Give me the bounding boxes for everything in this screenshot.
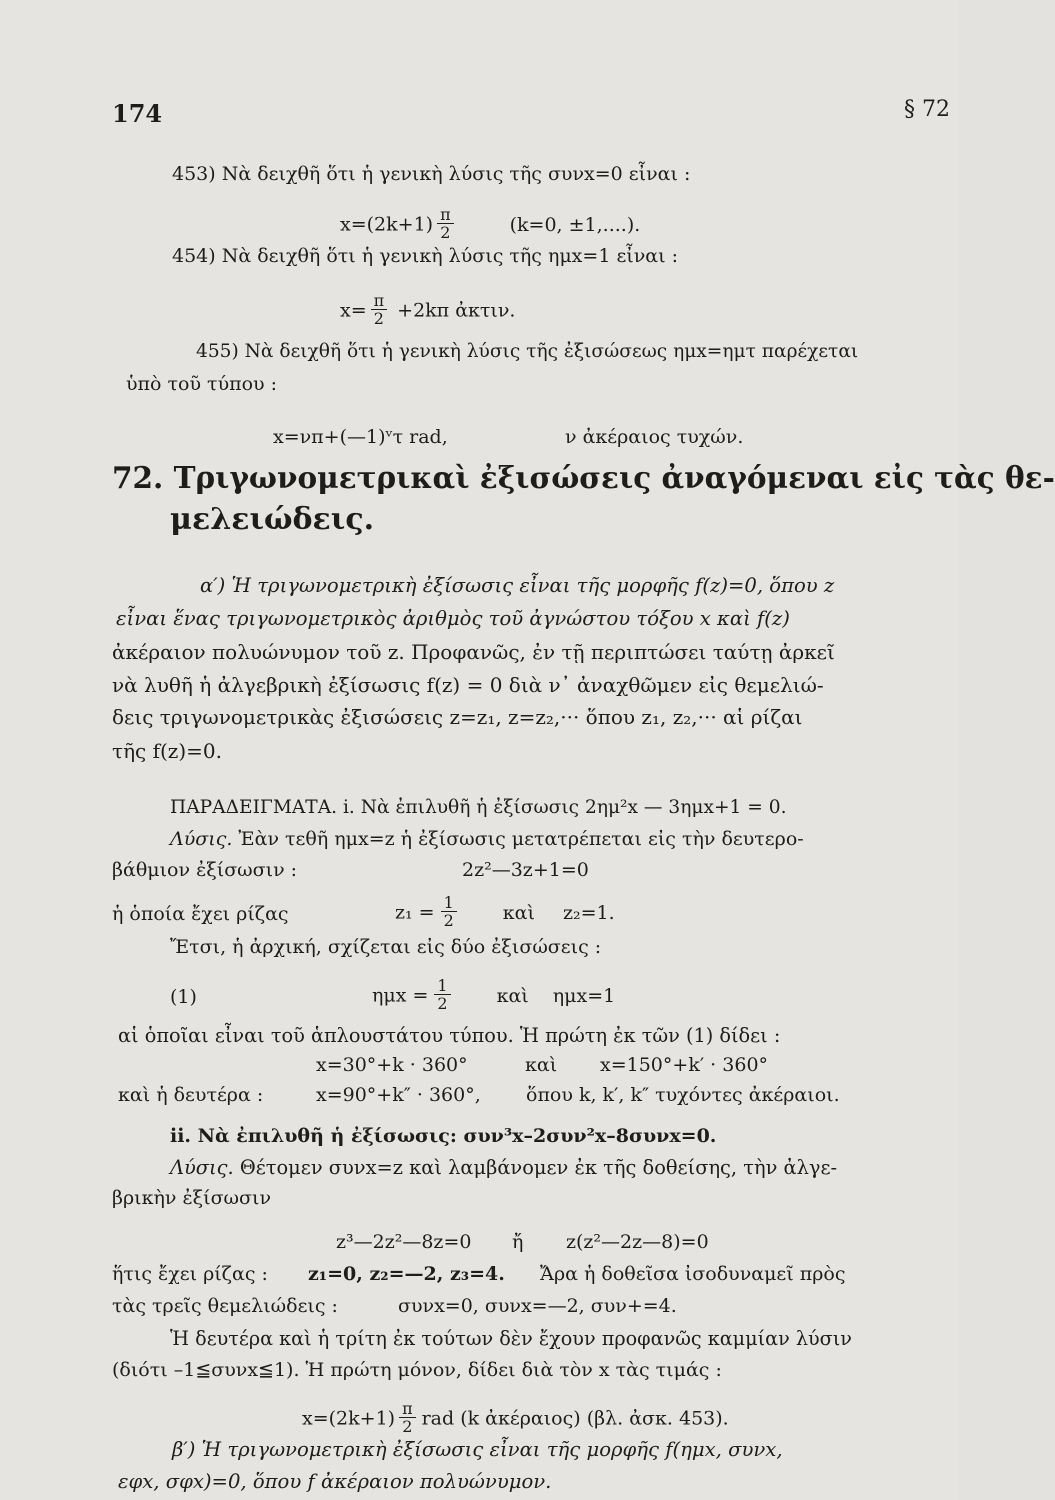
example-i-roots bbox=[395, 893, 615, 931]
solution-text: Ἐὰν τεθῆ ημx=z ἡ ἐξίσωσις μετατρέπεται εἰς τὴν δευτερο- bbox=[238, 828, 804, 850]
formula-part: x= bbox=[340, 299, 367, 322]
page-number: 174 bbox=[112, 99, 163, 128]
example-ii-line-5: τὰς τρεῖς θεμελιώδεις : bbox=[112, 1295, 338, 1317]
example-i-note: ὅπου k, k′, k″ τυχόντες ἀκέραιοι. bbox=[526, 1084, 840, 1106]
example-ii-equation-b: z(z²—2z—8)=0 bbox=[566, 1231, 709, 1253]
formula-condition: (k=0, ±1,....). bbox=[509, 213, 641, 236]
example-i-solution bbox=[170, 827, 804, 851]
example-i-solution-b: x=150°+k′ · 360° bbox=[600, 1054, 769, 1076]
fraction bbox=[437, 206, 454, 241]
example-ii-equation-a: z³—2z²—8z=0 bbox=[336, 1231, 472, 1253]
exercise-455-text-1: 455) Νὰ δειχθῆ ὅτι ἡ γενικὴ λύσις τῆς ἐξισώσεως ημx=ημτ παρέχεται bbox=[196, 341, 859, 362]
para-a-line-5: δεις τριγωνομετρικὰς ἐξισώσεις z=z₁, z=z₂,··· ὅπου z₁, z₂,··· αἱ ρίζαι bbox=[112, 705, 803, 729]
example-ii-heading: ii. Νὰ ἐπιλυθῆ ἡ ἐξίσωσις: συν³x–2συν²x–8συνx=0. bbox=[170, 1125, 717, 1147]
example-ii-line-7: (διότι –1≦συνx≦1). Ἡ πρώτη μόνον, δίδει διὰ τὸν x τὰς τιμάς : bbox=[112, 1359, 722, 1381]
example-i-solution-a: x=30°+k · 360° bbox=[316, 1054, 468, 1076]
example-i-system bbox=[372, 976, 616, 1014]
example-i-solution-c: x=90°+k″ · 360°, bbox=[316, 1084, 481, 1106]
fraction bbox=[434, 977, 450, 1012]
fraction bbox=[399, 1400, 416, 1435]
exercise-454-formula bbox=[340, 291, 516, 329]
exercise-454-text: 454) Νὰ δειχθῆ ὅτι ἡ γενικὴ λύσις τῆς ημx=1 εἶναι : bbox=[172, 245, 679, 267]
equation-1: ημx = bbox=[372, 984, 429, 1007]
formula-part: x=(2k+1) bbox=[340, 213, 434, 236]
fraction-numerator: π bbox=[371, 292, 388, 310]
fraction-denominator: 2 bbox=[443, 911, 454, 930]
formula-part: x=(2k+1) bbox=[302, 1407, 396, 1430]
example-ii-roots: z₁=0, z₂=—2, z₃=4. bbox=[308, 1263, 505, 1285]
solution-label: Λύσις. bbox=[170, 1156, 234, 1179]
example-ii-result bbox=[302, 1399, 729, 1437]
example-i-line-6: αἱ ὁποῖαι εἶναι τοῦ ἁπλουστάτου τύπου. Ἡ πρώτη ἐκ τῶν (1) δίδει : bbox=[118, 1024, 781, 1047]
solution-label: Λύσις. bbox=[170, 828, 233, 850]
root-z2: z₂=1. bbox=[562, 901, 615, 924]
section-72-title-1: 72. Τριγωνομετρικαὶ ἐξισώσεις ἀναγόμεναι εἰς τὰς θε- bbox=[112, 460, 1055, 495]
para-a-line-1: α′) Ἡ τριγωνομετρικὴ ἐξίσωσις εἶναι τῆς μορφῆς f(z)=0, ὅπου z bbox=[200, 574, 835, 597]
fraction-numerator: π bbox=[399, 1400, 416, 1418]
section-marker: § 72 bbox=[904, 97, 950, 122]
example-ii-line-6: Ἡ δευτέρα καὶ ἡ τρίτη ἐκ τούτων δὲν ἔχουν προφανῶς καμμίαν λύσιν bbox=[170, 1327, 852, 1350]
conjunction: καὶ bbox=[496, 984, 529, 1007]
fraction bbox=[441, 894, 457, 929]
fraction-denominator: 2 bbox=[402, 1417, 413, 1436]
section-72-title-2: μελειώδεις. bbox=[170, 502, 375, 537]
para-a-line-6: τῆς f(z)=0. bbox=[112, 739, 222, 763]
conjunction: καὶ bbox=[525, 1054, 558, 1076]
root-z1: z₁ = bbox=[395, 901, 435, 924]
example-ii-line-4-rest: Ἄρα ἡ δοθεῖσα ἰσοδυναμεῖ πρὸς bbox=[540, 1263, 846, 1285]
para-a-line-2: εἶναι ἕνας τριγωνομετρικὸς ἀριθμὸς τοῦ ἀγνώστου τόξου x καὶ f(z) bbox=[116, 607, 790, 630]
exercise-455-note: ν ἀκέραιος τυχών. bbox=[565, 426, 744, 448]
example-i-line-2: βάθμιον ἐξίσωσιν : bbox=[112, 859, 298, 881]
example-i-line-3: ἡ ὁποία ἔχει ρίζας bbox=[112, 903, 289, 925]
example-i-line-8: καὶ ἡ δευτέρα : bbox=[118, 1084, 264, 1106]
equation-2: ημx=1 bbox=[552, 984, 616, 1007]
conjunction: ἤ bbox=[512, 1231, 524, 1253]
conjunction: καὶ bbox=[502, 901, 535, 924]
formula-part: +2kπ ἀκτιν. bbox=[397, 299, 516, 322]
fraction-numerator: π bbox=[437, 206, 454, 224]
example-ii-fundamentals: συνx=0, συνx=—2, συν+=4. bbox=[398, 1295, 677, 1317]
fraction-denominator: 2 bbox=[440, 223, 451, 242]
para-b-line-2: εφx, σφx)=0, ὅπου f ἀκέραιον πολυώνυμον. bbox=[118, 1470, 552, 1493]
fraction bbox=[371, 292, 388, 327]
formula-part: rad (k ἀκέραιος) (βλ. ἀσκ. 453). bbox=[421, 1407, 729, 1430]
exercise-455-formula: x=νπ+(—1)ᵛτ rad, bbox=[273, 426, 448, 448]
para-a-line-4: νὰ λυθῆ ἡ ἀλγεβρικὴ ἐξίσωσις f(z) = 0 διὰ ν᾽ ἀναχθῶμεν εἰς θεμελιώ- bbox=[112, 673, 824, 697]
exercise-453-text: 453) Νὰ δειχθῆ ὅτι ἡ γενικὴ λύσις τῆς συνx=0 εἶναι : bbox=[172, 163, 691, 185]
example-ii-line-2: βρικὴν ἐξίσωσιν bbox=[112, 1187, 271, 1209]
example-ii-line-4: ἥτις ἔχει ρίζας : bbox=[112, 1263, 268, 1285]
exercise-455-text-2: ὑπὸ τοῦ τύπου : bbox=[126, 373, 278, 395]
solution-text: Θέτομεν συνx=z καὶ λαμβάνομεν ἐκ τῆς δοθείσης, τὴν ἀλγε- bbox=[239, 1156, 838, 1179]
para-a-line-3: ἀκέραιον πολυώνυμον τοῦ z. Προφανῶς, ἐν τῇ περιπτώσει ταύτῃ ἀρκεῖ bbox=[112, 640, 835, 664]
example-ii-solution bbox=[170, 1156, 837, 1180]
fraction-denominator: 2 bbox=[373, 309, 384, 328]
example-i-equation: 2z²—3z+1=0 bbox=[462, 859, 589, 881]
example-i-line-4: Ἔτσι, ἡ ἀρχική, σχίζεται εἰς δύο ἐξισώσεις : bbox=[170, 936, 602, 958]
fraction-numerator: 1 bbox=[434, 977, 450, 995]
example-i-label-1: (1) bbox=[170, 986, 197, 1008]
para-b-line-1: β′) Ἡ τριγωνομετρικὴ ἐξίσωσις εἶναι τῆς μορφῆς f(ημx, συνx, bbox=[172, 1438, 783, 1461]
fraction-denominator: 2 bbox=[437, 994, 448, 1013]
fraction-numerator: 1 bbox=[441, 894, 457, 912]
example-i-heading: ΠΑΡΑΔΕΙΓΜΑΤΑ. i. Νὰ ἐπιλυθῆ ἡ ἐξίσωσις 2ημ²x — 3ημx+1 = 0. bbox=[170, 797, 787, 818]
exercise-453-formula bbox=[340, 205, 641, 243]
